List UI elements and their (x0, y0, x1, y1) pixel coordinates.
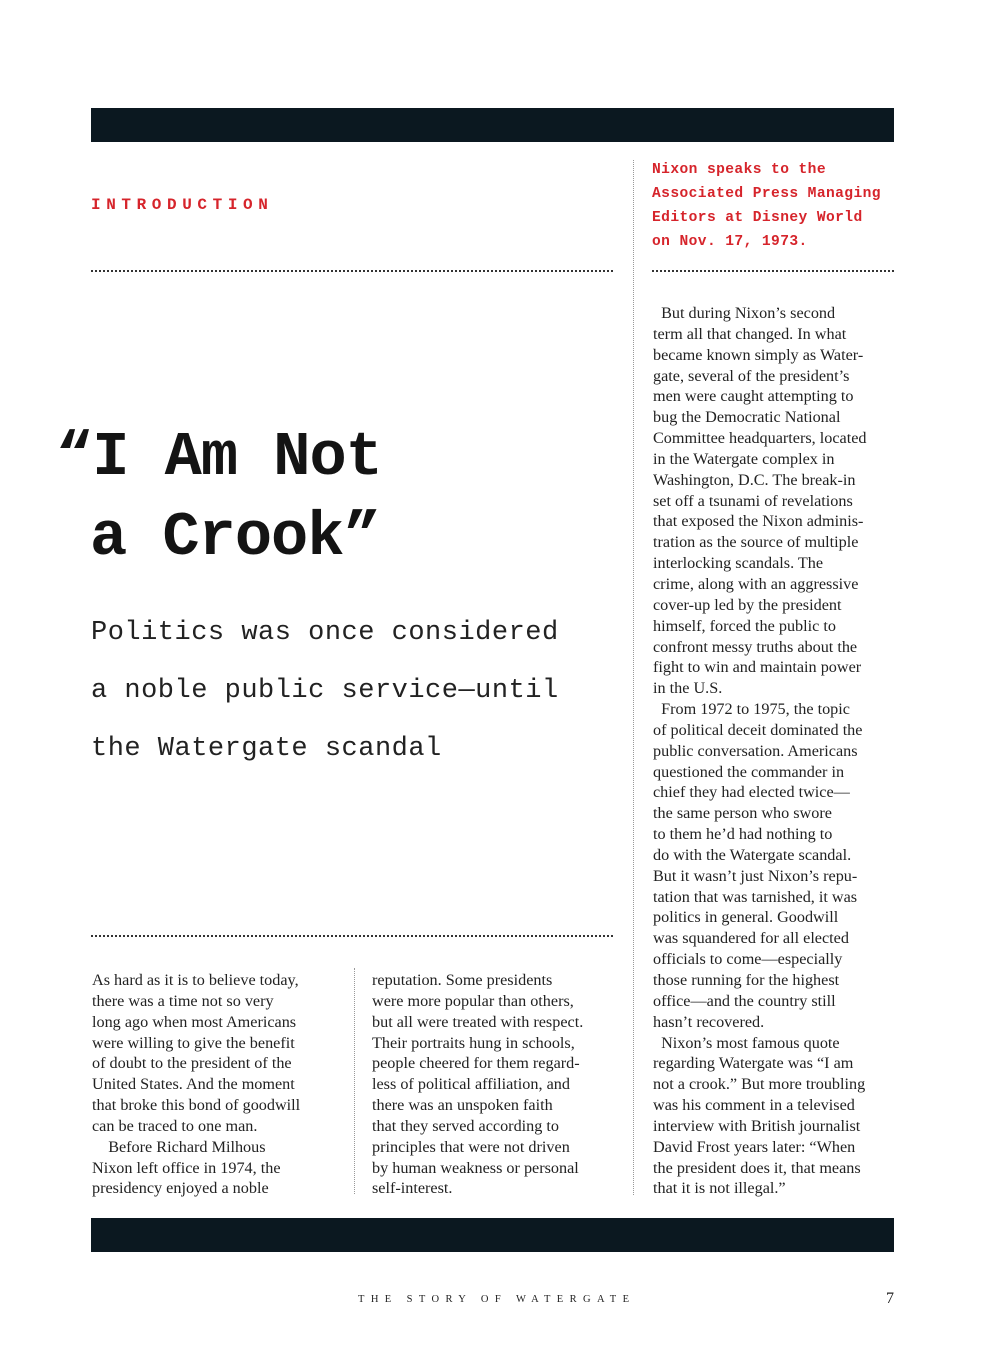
body-line: were willing to give the benefit (92, 1033, 295, 1052)
caption-line: Nixon speaks to the (652, 162, 826, 178)
body-line: were more popular than others, (372, 991, 574, 1010)
body-line: fight to win and maintain power (653, 658, 862, 677)
body-line: long ago when most Americans (92, 1012, 297, 1031)
body-line: David Frost years later: “When (653, 1137, 856, 1156)
body-line: to them he’d had nothing to (653, 825, 833, 844)
body-line: the same person who swore (653, 804, 832, 823)
body-line: tation that was tarnished, it was (653, 887, 858, 906)
body-line: As hard as it is to believe today, (92, 971, 299, 989)
body-line: there was an unspoken faith (372, 1096, 553, 1115)
body-line: cover-up led by the president (653, 595, 842, 614)
body-line: United States. And the moment (92, 1075, 295, 1094)
photo-caption (652, 158, 902, 254)
body-line: less of political affiliation, and (372, 1075, 570, 1094)
body-line: public conversation. Americans (653, 741, 858, 760)
body-line: Before Richard Milhous (92, 1137, 266, 1156)
body-column-1 (92, 970, 300, 1199)
bottom-footer-bar (91, 1218, 894, 1252)
body-line: officials to come—especially (653, 950, 843, 969)
dotted-divider-top-left (91, 270, 613, 272)
deck-subtitle (91, 604, 559, 778)
body-line: the president does it, that means (653, 1158, 861, 1177)
body-line: Nixon’s most famous quote (653, 1033, 840, 1052)
headline (56, 418, 382, 578)
deck-line: the Watergate scandal (91, 734, 442, 764)
body-line: But it wasn’t just Nixon’s repu- (653, 866, 858, 885)
dotted-divider-top-right (652, 270, 894, 272)
column-rule-left (354, 968, 355, 1194)
headline-line: “I Am Not (56, 422, 382, 493)
body-line: in the U.S. (653, 679, 723, 698)
body-line: of political deceit dominated the (653, 720, 863, 739)
body-line: From 1972 to 1975, the topic (653, 700, 850, 719)
top-header-bar (91, 108, 894, 142)
caption-line: Editors at Disney World (652, 210, 863, 226)
body-line: Washington, D.C. The break-in (653, 470, 856, 489)
body-line: questioned the commander in (653, 762, 845, 781)
body-line: Nixon left office in 1974, the (92, 1158, 281, 1177)
body-line: there was a time not so very (92, 991, 274, 1010)
column-rule-right (633, 160, 634, 1195)
running-footer: THE STORY OF WATERGATE (358, 1294, 636, 1305)
body-line: himself, forced the public to (653, 616, 836, 635)
body-line: that broke this bond of goodwill (92, 1096, 301, 1115)
body-line: that they served according to (372, 1116, 559, 1135)
body-line: confront messy truths about the (653, 637, 858, 656)
body-line: presidency enjoyed a noble (92, 1179, 269, 1198)
body-line: reputation. Some presidents (372, 971, 553, 989)
body-line: by human weakness or personal (372, 1158, 579, 1177)
body-line: became known simply as Water- (653, 345, 864, 364)
body-line: Committee headquarters, located (653, 429, 867, 448)
body-line: men were caught attempting to (653, 387, 854, 406)
body-line: not a crook.” But more troubling (653, 1075, 866, 1094)
body-line: but all were treated with respect. (372, 1012, 584, 1031)
body-line: do with the Watergate scandal. (653, 845, 852, 864)
body-line: that exposed the Nixon adminis- (653, 512, 864, 531)
body-line: was squandered for all elected (653, 929, 849, 948)
body-line: of doubt to the president of the (92, 1054, 292, 1073)
body-line: regarding Watergate was “I am (653, 1054, 854, 1073)
body-line: gate, several of the president’s (653, 366, 850, 385)
page-number: 7 (886, 1290, 894, 1307)
body-line: can be traced to one man. (92, 1116, 258, 1135)
body-line: in the Watergate complex in (653, 449, 835, 468)
dotted-divider-bottom (91, 935, 613, 937)
body-line: those running for the highest (653, 971, 840, 989)
body-column-3 (653, 303, 867, 1199)
body-line: people cheered for them regard- (372, 1054, 580, 1073)
body-line: interlocking scandals. The (653, 554, 824, 573)
body-line: self-interest. (372, 1179, 453, 1198)
caption-line: on Nov. 17, 1973. (652, 234, 808, 250)
section-label: INTRODUCTION (91, 196, 274, 214)
body-line: principles that were not driven (372, 1137, 570, 1156)
body-line: office—and the country still (653, 991, 836, 1010)
body-line: that it is not illegal.” (653, 1179, 786, 1198)
headline-line: a Crook” (90, 502, 380, 573)
caption-line: Associated Press Managing (652, 186, 881, 202)
body-line: crime, along with an aggressive (653, 574, 859, 593)
deck-line: a noble public service—until (91, 676, 559, 706)
body-line: chief they had elected twice— (653, 783, 850, 802)
body-line: was his comment in a televised (653, 1096, 855, 1115)
body-line: Their portraits hung in schools, (372, 1033, 575, 1052)
body-line: politics in general. Goodwill (653, 908, 839, 927)
deck-line: Politics was once considered (91, 618, 559, 648)
body-line: tration as the source of multiple (653, 533, 859, 552)
body-line: bug the Democratic National (653, 408, 841, 427)
body-column-2 (372, 970, 583, 1199)
body-line: But during Nixon’s second (653, 304, 836, 322)
body-line: set off a tsunami of revelations (653, 491, 853, 510)
body-line: term all that changed. In what (653, 324, 847, 343)
body-line: hasn’t recovered. (653, 1012, 765, 1031)
body-line: interview with British journalist (653, 1116, 861, 1135)
